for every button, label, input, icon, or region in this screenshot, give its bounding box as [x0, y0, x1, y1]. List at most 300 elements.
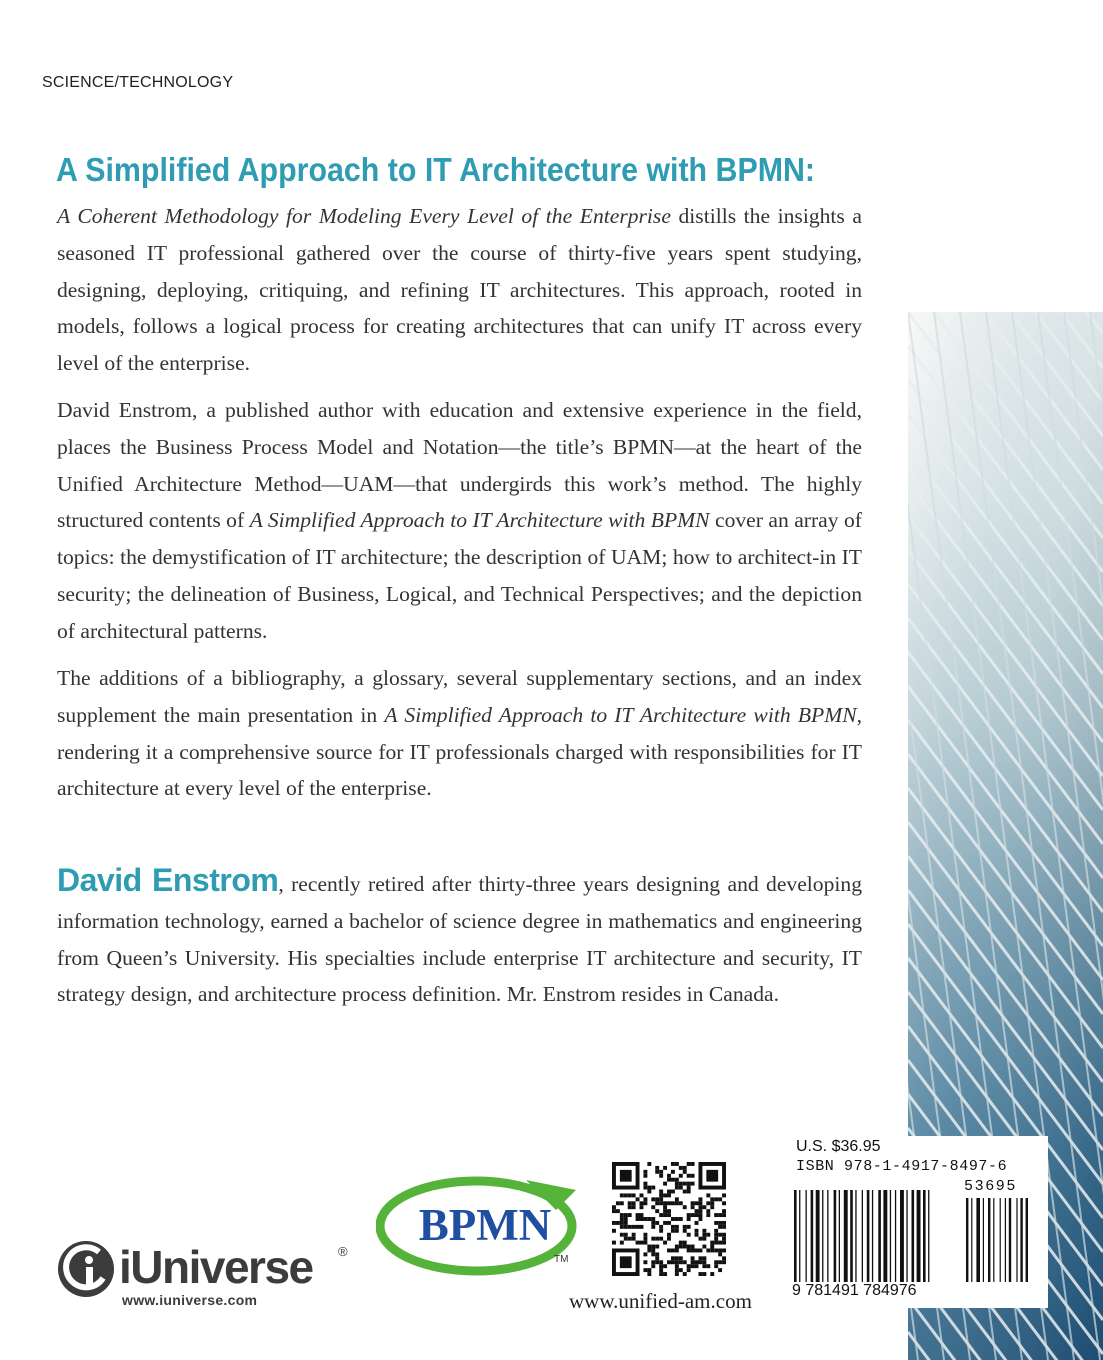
qr-module	[679, 1174, 683, 1178]
qr-module	[663, 1166, 667, 1170]
qr-module	[687, 1233, 691, 1237]
description-text: cover an array of topics: the demystification of IT architecture; the description of UAM; how to architect-in IT security; the delineation of Business, Logical, and Technical Perspectives; and the depiction of architectural patterns.	[57, 508, 862, 643]
qr-module	[695, 1209, 699, 1213]
qr-module	[718, 1221, 722, 1225]
qr-module	[710, 1245, 714, 1249]
qr-module	[655, 1209, 659, 1213]
barcode-bar	[923, 1190, 926, 1282]
qr-module	[714, 1233, 718, 1237]
barcode-bar	[988, 1198, 990, 1282]
qr-module	[706, 1209, 710, 1213]
qr-module	[722, 1260, 726, 1264]
qr-module	[651, 1225, 655, 1229]
qr-module	[683, 1182, 687, 1186]
qr-module	[710, 1272, 714, 1276]
website-url: www.unified-am.com	[569, 1289, 752, 1313]
qr-module	[667, 1174, 671, 1178]
price-addon-code: 53695	[964, 1178, 1018, 1195]
qr-module	[675, 1272, 679, 1276]
price-label: U.S. $36.95	[796, 1138, 881, 1155]
qr-module	[647, 1268, 651, 1272]
qr-module	[643, 1252, 647, 1256]
barcode-bar	[1016, 1198, 1017, 1282]
qr-module	[675, 1256, 679, 1260]
barcode-bar	[827, 1190, 828, 1282]
barcode-bar	[850, 1190, 853, 1282]
qr-module	[722, 1221, 726, 1225]
qr-module	[636, 1217, 640, 1221]
author-name: David Enstrom	[57, 862, 279, 898]
qr-module	[714, 1241, 718, 1245]
qr-finder	[620, 1170, 632, 1182]
qr-module	[702, 1256, 706, 1260]
qr-module	[706, 1248, 710, 1252]
trademark-mark: TM	[554, 1254, 569, 1265]
barcode-bar	[799, 1190, 800, 1282]
barcode-bar	[993, 1198, 994, 1282]
qr-module	[675, 1197, 679, 1201]
qr-module	[679, 1245, 683, 1249]
qr-module	[636, 1225, 640, 1229]
qr-module	[702, 1233, 706, 1237]
qr-module	[624, 1213, 628, 1217]
qr-module	[651, 1260, 655, 1264]
qr-module	[671, 1256, 675, 1260]
qr-module	[679, 1260, 683, 1264]
barcode-bar	[872, 1190, 873, 1282]
barcode-block	[786, 1136, 1048, 1308]
qr-module	[698, 1260, 702, 1264]
qr-module	[722, 1193, 726, 1197]
qr-module	[612, 1209, 616, 1213]
qr-module	[651, 1252, 655, 1256]
qr-module	[679, 1186, 683, 1190]
publisher-logo-text: iUniverse	[119, 1241, 313, 1293]
qr-module	[687, 1245, 691, 1249]
qr-module	[640, 1217, 644, 1221]
qr-module	[691, 1260, 695, 1264]
qr-module	[612, 1221, 616, 1225]
qr-module	[695, 1221, 699, 1225]
qr-module	[659, 1264, 663, 1268]
qr-module	[620, 1233, 624, 1237]
description-paragraph-2	[57, 392, 862, 650]
qr-module	[702, 1272, 706, 1276]
qr-module	[702, 1229, 706, 1233]
qr-module	[643, 1237, 647, 1241]
qr-module	[640, 1241, 644, 1245]
qr-module	[691, 1162, 695, 1166]
qr-module	[702, 1260, 706, 1264]
qr-module	[683, 1205, 687, 1209]
qr-module	[663, 1221, 667, 1225]
qr-module	[620, 1193, 624, 1197]
qr-module	[651, 1237, 655, 1241]
title-italic: A Simplified Approach to IT Architecture with BPMN	[249, 508, 710, 533]
qr-module	[671, 1260, 675, 1264]
qr-module	[659, 1225, 663, 1229]
barcode-bar	[862, 1190, 863, 1282]
barcode-bar	[890, 1190, 891, 1282]
qr-module	[667, 1248, 671, 1252]
qr-module	[671, 1201, 675, 1205]
qr-module	[683, 1245, 687, 1249]
qr-module	[691, 1245, 695, 1249]
qr-module	[643, 1268, 647, 1272]
qr-module	[655, 1166, 659, 1170]
qr-module	[687, 1162, 691, 1166]
qr-module	[683, 1241, 687, 1245]
qr-module	[612, 1241, 616, 1245]
qr-module	[624, 1217, 628, 1221]
qr-module	[659, 1272, 663, 1276]
qr-module	[659, 1197, 663, 1201]
qr-module	[714, 1213, 718, 1217]
qr-module	[655, 1252, 659, 1256]
qr-module	[651, 1217, 655, 1221]
qr-module	[624, 1193, 628, 1197]
barcode-bar	[928, 1190, 929, 1282]
qr-module	[679, 1241, 683, 1245]
qr-module	[612, 1229, 616, 1233]
qr-module	[710, 1248, 714, 1252]
qr-module	[632, 1205, 636, 1209]
qr-module	[675, 1162, 679, 1166]
qr-module	[620, 1221, 624, 1225]
qr-module	[710, 1205, 714, 1209]
qr-module	[698, 1217, 702, 1221]
qr-module	[628, 1237, 632, 1241]
qr-module	[643, 1197, 647, 1201]
barcode-bar	[1005, 1198, 1006, 1282]
qr-module	[722, 1241, 726, 1245]
qr-module	[675, 1186, 679, 1190]
qr-module	[691, 1213, 695, 1217]
qr-module	[683, 1190, 687, 1194]
qr-module	[675, 1229, 679, 1233]
barcode-bar	[1000, 1198, 1001, 1282]
qr-module	[624, 1237, 628, 1241]
qr-module	[643, 1217, 647, 1221]
qr-module	[687, 1248, 691, 1252]
qr-module	[655, 1256, 659, 1260]
qr-module	[647, 1248, 651, 1252]
barcode-bar	[844, 1190, 848, 1282]
qr-module	[698, 1248, 702, 1252]
qr-module	[616, 1209, 620, 1213]
qr-module	[679, 1256, 683, 1260]
qr-module	[663, 1201, 667, 1205]
barcode-bar	[839, 1190, 840, 1282]
qr-module	[675, 1260, 679, 1264]
barcode-bar	[917, 1190, 921, 1282]
barcode-bar	[806, 1190, 807, 1282]
qr-module	[671, 1225, 675, 1229]
qr-module	[647, 1217, 651, 1221]
qr-module	[702, 1237, 706, 1241]
barcode-bar	[816, 1190, 820, 1282]
qr-module	[647, 1190, 651, 1194]
qr-module	[640, 1201, 644, 1205]
qr-module	[671, 1229, 675, 1233]
qr-module	[655, 1201, 659, 1205]
qr-module	[683, 1260, 687, 1264]
qr-module	[667, 1260, 671, 1264]
qr-module	[714, 1248, 718, 1252]
qr-module	[698, 1201, 702, 1205]
qr-module	[643, 1260, 647, 1264]
qr-module	[620, 1201, 624, 1205]
qr-module	[616, 1201, 620, 1205]
qr-module	[691, 1264, 695, 1268]
barcode-bar	[1026, 1198, 1028, 1282]
qr-module	[691, 1205, 695, 1209]
subtitle-italic: A Coherent Methodology for Modeling Every Level of the Enterprise	[57, 204, 671, 228]
qr-module	[628, 1193, 632, 1197]
qr-module	[683, 1166, 687, 1170]
qr-module	[698, 1272, 702, 1276]
barcode-bar	[900, 1190, 904, 1282]
qr-module	[636, 1213, 640, 1217]
qr-module	[687, 1174, 691, 1178]
qr-module	[640, 1225, 644, 1229]
qr-module	[718, 1225, 722, 1229]
qr-module	[659, 1268, 663, 1272]
qr-module	[687, 1213, 691, 1217]
publisher-logo	[55, 1238, 355, 1314]
qr-finder	[706, 1170, 718, 1182]
qr-module	[643, 1186, 647, 1190]
qr-module	[691, 1256, 695, 1260]
qr-module	[659, 1213, 663, 1217]
qr-module	[687, 1268, 691, 1272]
registered-mark: ®	[338, 1244, 348, 1259]
qr-module	[683, 1229, 687, 1233]
isbn-label: ISBN 978-1-4917-8497-6	[796, 1158, 1008, 1175]
qr-module	[667, 1221, 671, 1225]
barcode-bar	[794, 1190, 797, 1282]
qr-module	[683, 1225, 687, 1229]
qr-module	[710, 1197, 714, 1201]
qr-module	[655, 1245, 659, 1249]
qr-module	[667, 1233, 671, 1237]
qr-module	[624, 1233, 628, 1237]
qr-module	[718, 1233, 722, 1237]
qr-module	[675, 1217, 679, 1221]
qr-module	[687, 1217, 691, 1221]
qr-module	[722, 1237, 726, 1241]
barcode-bar	[906, 1190, 907, 1282]
qr-module	[651, 1248, 655, 1252]
qr-module	[710, 1201, 714, 1205]
qr-module	[675, 1268, 679, 1272]
qr-module	[659, 1229, 663, 1233]
qr-module	[620, 1213, 624, 1217]
qr-module	[628, 1205, 632, 1209]
qr-module	[632, 1193, 636, 1197]
qr-module	[667, 1190, 671, 1194]
qr-module	[643, 1174, 647, 1178]
qr-module	[695, 1233, 699, 1237]
description-paragraph-1	[57, 198, 862, 382]
qr-module	[675, 1245, 679, 1249]
qr-module	[632, 1201, 636, 1205]
qr-module	[675, 1201, 679, 1205]
qr-module	[722, 1209, 726, 1213]
qr-module	[667, 1193, 671, 1197]
qr-module	[655, 1237, 659, 1241]
qr-module	[663, 1213, 667, 1217]
barcode-icon	[794, 1176, 1044, 1298]
qr-module	[632, 1237, 636, 1241]
qr-module	[655, 1170, 659, 1174]
qr-module	[667, 1201, 671, 1205]
qr-module	[722, 1213, 726, 1217]
qr-module	[698, 1197, 702, 1201]
description-text: The additions of a bibliography, a glossary, several supplementary sections, and an index supplement the main presentation in	[57, 666, 862, 727]
qr-module	[671, 1170, 675, 1174]
qr-module	[643, 1182, 647, 1186]
qr-module	[706, 1264, 710, 1268]
qr-module	[679, 1217, 683, 1221]
qr-module	[722, 1248, 726, 1252]
bpmn-logo-text: BPMN	[418, 1200, 552, 1250]
qr-module	[667, 1237, 671, 1241]
qr-module	[718, 1241, 722, 1245]
qr-module	[675, 1264, 679, 1268]
barcode-bar	[834, 1190, 837, 1282]
barcode-number: 9 781491 784976	[792, 1282, 917, 1299]
qr-module	[702, 1245, 706, 1249]
qr-module	[659, 1201, 663, 1205]
qr-module	[636, 1241, 640, 1245]
qr-module	[643, 1201, 647, 1205]
qr-module	[663, 1264, 667, 1268]
qr-module	[687, 1182, 691, 1186]
qr-module	[671, 1190, 675, 1194]
qr-module	[663, 1182, 667, 1186]
qr-module	[683, 1272, 687, 1276]
qr-module	[640, 1213, 644, 1217]
qr-module	[675, 1182, 679, 1186]
qr-module	[698, 1213, 702, 1217]
qr-module	[687, 1190, 691, 1194]
description-text: , rendering it a comprehensive source for IT professionals charged with responsibilities for IT architecture at every level of the enterprise.	[57, 702, 862, 801]
qr-module	[675, 1178, 679, 1182]
qr-module	[687, 1186, 691, 1190]
qr-module	[663, 1193, 667, 1197]
qr-module	[714, 1221, 718, 1225]
barcode-bar	[811, 1190, 814, 1282]
qr-module	[628, 1213, 632, 1217]
qr-module	[722, 1225, 726, 1229]
qr-module	[632, 1225, 636, 1229]
qr-code-icon	[612, 1162, 726, 1276]
bpmn-logo	[376, 1170, 596, 1278]
iuniverse-swirl-icon	[55, 1238, 117, 1300]
barcode-bar	[878, 1190, 881, 1282]
publisher-url: www.iuniverse.com	[122, 1292, 258, 1308]
qr-module	[671, 1217, 675, 1221]
qr-module	[651, 1221, 655, 1225]
qr-module	[667, 1213, 671, 1217]
qr-module	[722, 1256, 726, 1260]
author-bio	[57, 862, 862, 1013]
qr-module	[706, 1233, 710, 1237]
description-text: distills the insights a seasoned IT professional gathered over the course of thirty-five years spent studying, designing, deploying, critiquing, and refining IT architectures. This approach, rooted in models, follows a logical process for creating architectures that can unify IT across every level of the enterprise.	[57, 204, 862, 376]
qr-module	[698, 1205, 702, 1209]
qr-module	[647, 1272, 651, 1276]
qr-module	[663, 1241, 667, 1245]
qr-module	[718, 1213, 722, 1217]
qr-module	[702, 1205, 706, 1209]
qr-module	[714, 1264, 718, 1268]
qr-module	[691, 1248, 695, 1252]
qr-module	[671, 1248, 675, 1252]
qr-module	[643, 1170, 647, 1174]
qr-module	[695, 1264, 699, 1268]
book-title-heading: A Simplified Approach to IT Architecture with BPMN:	[56, 151, 816, 188]
qr-module	[714, 1237, 718, 1241]
qr-module	[687, 1264, 691, 1268]
qr-module	[718, 1268, 722, 1272]
qr-module	[659, 1193, 663, 1197]
qr-module	[620, 1217, 624, 1221]
qr-module	[659, 1260, 663, 1264]
qr-module	[655, 1221, 659, 1225]
qr-module	[659, 1170, 663, 1174]
qr-module	[718, 1252, 722, 1256]
author-bio-text: , recently retired after thirty-three years designing and developing information technology, earned a bachelor of science degree in mathematics and engineering from Queen’s University. His specialties include enterprise IT architecture and security, IT strategy design, and architecture process definition. Mr. Enstrom resides in Canada.	[57, 872, 862, 1007]
barcode-bar	[895, 1190, 896, 1282]
qr-module	[695, 1229, 699, 1233]
barcode-bar	[971, 1198, 972, 1282]
qr-module	[695, 1260, 699, 1264]
qr-module	[698, 1237, 702, 1241]
qr-module	[655, 1197, 659, 1201]
qr-module	[643, 1233, 647, 1237]
qr-module	[628, 1225, 632, 1229]
barcode-bar	[883, 1190, 887, 1282]
barcode-bar	[867, 1190, 870, 1282]
qr-module	[718, 1197, 722, 1201]
qr-module	[698, 1209, 702, 1213]
qr-module	[702, 1264, 706, 1268]
qr-module	[710, 1241, 714, 1245]
qr-module	[695, 1248, 699, 1252]
barcode-bar	[1009, 1198, 1011, 1282]
qr-module	[714, 1229, 718, 1233]
qr-module	[667, 1209, 671, 1213]
qr-module	[659, 1237, 663, 1241]
qr-module	[663, 1209, 667, 1213]
qr-module	[718, 1248, 722, 1252]
qr-module	[683, 1170, 687, 1174]
category-label: SCIENCE/TECHNOLOGY	[42, 74, 234, 91]
qr-module	[679, 1182, 683, 1186]
qr-module	[647, 1245, 651, 1249]
title-italic: A Simplified Approach to IT Architecture with BPMN	[384, 702, 857, 727]
barcode-bar	[983, 1198, 984, 1282]
qr-module	[651, 1186, 655, 1190]
qr-module	[695, 1201, 699, 1205]
qr-module	[663, 1205, 667, 1209]
qr-module	[706, 1193, 710, 1197]
qr-module	[632, 1233, 636, 1237]
barcode-bar	[976, 1198, 980, 1282]
qr-module	[675, 1248, 679, 1252]
qr-module	[659, 1190, 663, 1194]
